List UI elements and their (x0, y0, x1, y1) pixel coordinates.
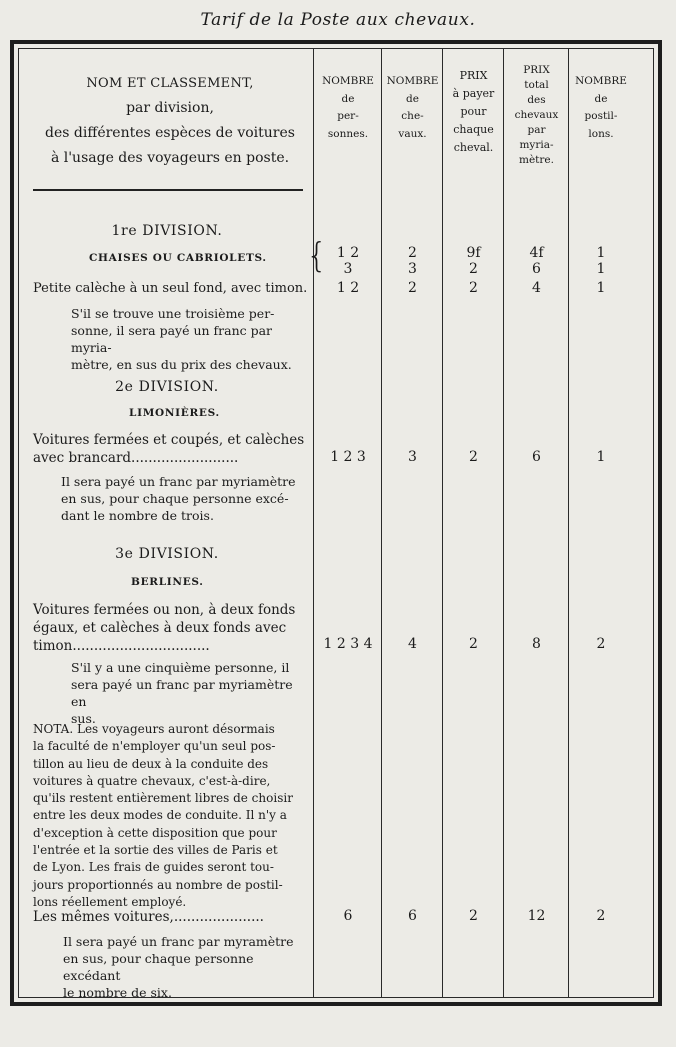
note-line: Il sera payé un franc par myramètre (63, 934, 294, 949)
column-divider (503, 49, 504, 997)
header-line: par division, (126, 100, 214, 116)
label-line: égaux, et calèches à deux fonds avec (33, 620, 287, 636)
cell-horses: 3 (408, 261, 417, 277)
cell-price: 9f (466, 245, 481, 261)
label-line: Voitures fermées ou non, à deux fonds (33, 602, 296, 618)
note-line: S'il y a une cinquième personne, il (71, 660, 290, 675)
cell-persons: 3 (343, 261, 353, 277)
nota-line: voitures à quatre chevaux, c'est-à-dire, (33, 773, 271, 788)
nota-line: tillon au lieu de deux à la conduite des (33, 756, 269, 771)
cell-postilions: 1 (596, 261, 606, 277)
division-1-title: 1re DIVISION. (111, 223, 223, 239)
cell-postilions: 2 (596, 908, 606, 924)
label-line: Voitures fermées et coupés, et calèches (33, 432, 305, 448)
cell-persons: 1 2 3 4 (323, 636, 373, 652)
header-postilions: NOMBRE de postil- lons. (575, 75, 627, 140)
brace-icon: { (306, 236, 328, 276)
note-line: sus. (71, 711, 96, 726)
page-title: Tarif de la Poste aux chevaux. (200, 10, 476, 30)
cell-postilions: 1 (596, 280, 606, 296)
cell-total: 6 (532, 261, 541, 277)
cell-total: 6 (532, 449, 541, 465)
row-label: Petite calèche à un seul fond, avec timon. (33, 281, 308, 296)
note-line: mètre, en sus du prix des chevaux. (71, 357, 292, 372)
cell-price: 2 (469, 449, 478, 465)
header-persons: NOMBRE de per- sonnes. (322, 75, 374, 140)
division-1-subtitle: CHAISES OU CABRIOLETS. (89, 252, 267, 264)
column-divider (568, 49, 569, 997)
division-3-note (71, 659, 311, 727)
last-row-note (63, 933, 313, 1001)
header-line: à l'usage des voyageurs en poste. (50, 150, 290, 166)
note-line: sera payé un franc par myriamètre en (71, 677, 293, 709)
division-1-note (71, 305, 311, 373)
note-line: en sus, pour chaque personne excé- (61, 491, 289, 506)
division-2-subtitle: LIMONIÈRES. (129, 407, 220, 419)
division-2-note (61, 473, 311, 524)
cell-persons: 1 2 3 (330, 449, 366, 465)
column-divider (442, 49, 443, 997)
note-line: Il sera payé un franc par myriamètre (61, 474, 296, 489)
cell-price: 2 (469, 908, 478, 924)
division-3-subtitle: BERLINES. (131, 576, 204, 588)
cell-total: 4f (529, 245, 544, 261)
nota-line: d'exception à cette disposition que pour (33, 825, 277, 840)
division-3-title: 3e DIVISION. (115, 546, 219, 562)
nota-line: de Lyon. Les frais de guides seront tou- (33, 860, 274, 875)
cell-total: 4 (532, 280, 541, 296)
tariff-table-frame (10, 40, 662, 1006)
row-label (33, 431, 304, 467)
cell-horses: 4 (408, 636, 417, 652)
row-label (33, 601, 295, 655)
label-line: avec brancard......................... (33, 450, 239, 466)
row-label: Les mêmes voitures,..................... (33, 909, 264, 925)
cell-postilions: 1 (596, 449, 606, 465)
nota-paragraph (33, 721, 313, 911)
cell-persons: 1 2 (336, 245, 360, 261)
header-price-per-horse: PRIX à payer pour chaque cheval. (452, 69, 495, 154)
cell-price: 2 (469, 636, 478, 652)
tariff-table (18, 48, 654, 998)
cell-total: 12 (527, 908, 546, 924)
division-2-title: 2e DIVISION. (115, 379, 219, 395)
cell-total: 8 (532, 636, 541, 652)
header-horses: NOMBRE de che- vaux. (386, 75, 439, 140)
cell-persons: 6 (343, 908, 353, 924)
cell-postilions: 2 (596, 636, 606, 652)
cell-horses: 2 (408, 280, 417, 296)
note-line: S'il se trouve une troisième per- (71, 306, 275, 321)
note-line: dant le nombre de trois. (61, 508, 214, 523)
main-column-header (29, 71, 311, 171)
nota-line: NOTA. Les voyageurs auront désormais (33, 722, 275, 736)
column-divider (313, 49, 314, 997)
nota-line: lons réellement employé. (33, 894, 187, 909)
label-line: timon................................ (33, 638, 210, 654)
cell-price: 2 (469, 280, 478, 296)
nota-line: la faculté de n'employer qu'un seul pos- (33, 739, 276, 754)
header-rule (33, 189, 303, 191)
nota-line: l'entrée et la sortie des villes de Paris et (33, 843, 278, 858)
header-total-price: PRIX total des chevaux par myria- mètre. (514, 64, 559, 166)
header-line: NOM ET CLASSEMENT, (86, 76, 254, 91)
nota-line: jours proportionnés au nombre de postil- (33, 877, 283, 892)
note-line: en sus, pour chaque personne excédant (63, 951, 254, 983)
nota-line: entre les deux modes de conduite. Il n'y a (33, 808, 287, 823)
cell-horses: 3 (408, 449, 417, 465)
cell-horses: 6 (408, 908, 417, 924)
header-line: des différentes espèces de voitures (45, 125, 295, 141)
note-line: sonne, il sera payé un franc par myria- (71, 323, 273, 355)
note-line: le nombre de six. (63, 985, 172, 1000)
cell-persons: 1 2 (336, 280, 360, 296)
cell-postilions: 1 (596, 245, 606, 261)
column-divider (381, 49, 382, 997)
nota-line: qu'ils restent entièrement libres de choisir (33, 791, 293, 806)
cell-horses: 2 (408, 245, 417, 261)
cell-price: 2 (469, 261, 478, 277)
